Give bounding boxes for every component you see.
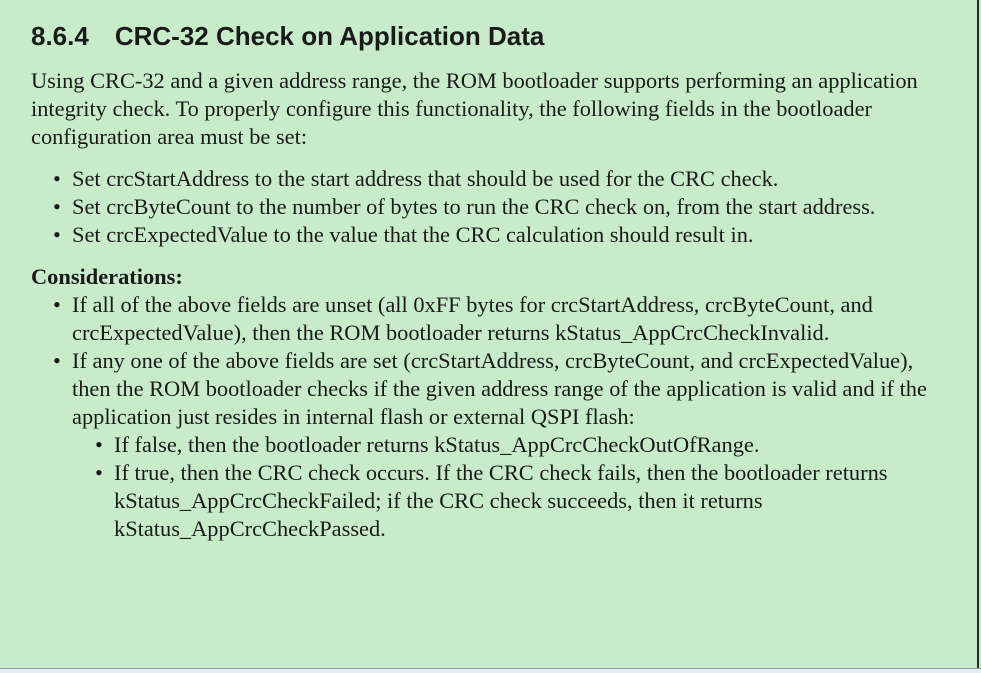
list-item: • If false, then the bootloader returns kStatus_AppCrcCheckOutOfRange. xyxy=(114,431,931,459)
section-heading xyxy=(31,18,544,54)
list-item: • Set crcExpectedValue to the value that the CRC calculation should result in. xyxy=(72,221,931,249)
section-number: 8.6.4 xyxy=(31,21,89,51)
list-item: • Set crcStartAddress to the start address that should be used for the CRC check. xyxy=(72,165,931,193)
list-item xyxy=(72,347,931,543)
considerations-list xyxy=(31,291,931,543)
nested-list xyxy=(72,431,931,543)
list-item: • If all of the above fields are unset (all 0xFF bytes for crcStartAddress, crcByteCount, and crcExpectedValue), then the ROM bootloader returns kStatus_AppCrcCheckInvalid. xyxy=(72,291,931,347)
considerations-label: Considerations: xyxy=(31,264,183,289)
list-item-text: If any one of the above fields are set (crcStartAddress, crcByteCount, and crcExpectedValue), then the ROM bootloader checks if the given address range of the application is valid and if the application just resides in internal flash or external QSPI flash: xyxy=(72,348,927,429)
config-fields-list xyxy=(31,165,931,249)
section-title: CRC-32 Check on Application Data xyxy=(114,21,545,51)
section-body xyxy=(31,67,931,543)
list-item: • Set crcByteCount to the number of bytes to run the CRC check on, from the start address. xyxy=(72,193,931,221)
window-bottom-edge xyxy=(0,668,981,673)
list-item: • If true, then the CRC check occurs. If the CRC check fails, then the bootloader returns kStatus_AppCrcCheckFailed; if the CRC check succeeds, then it returns kStatus_AppCrcCheckPassed. xyxy=(114,459,931,543)
intro-paragraph: Using CRC-32 and a given address range, the ROM bootloader supports performing an application integrity check. To properly configure this functionality, the following fields in the bootloader configuration area must be set: xyxy=(31,68,918,149)
